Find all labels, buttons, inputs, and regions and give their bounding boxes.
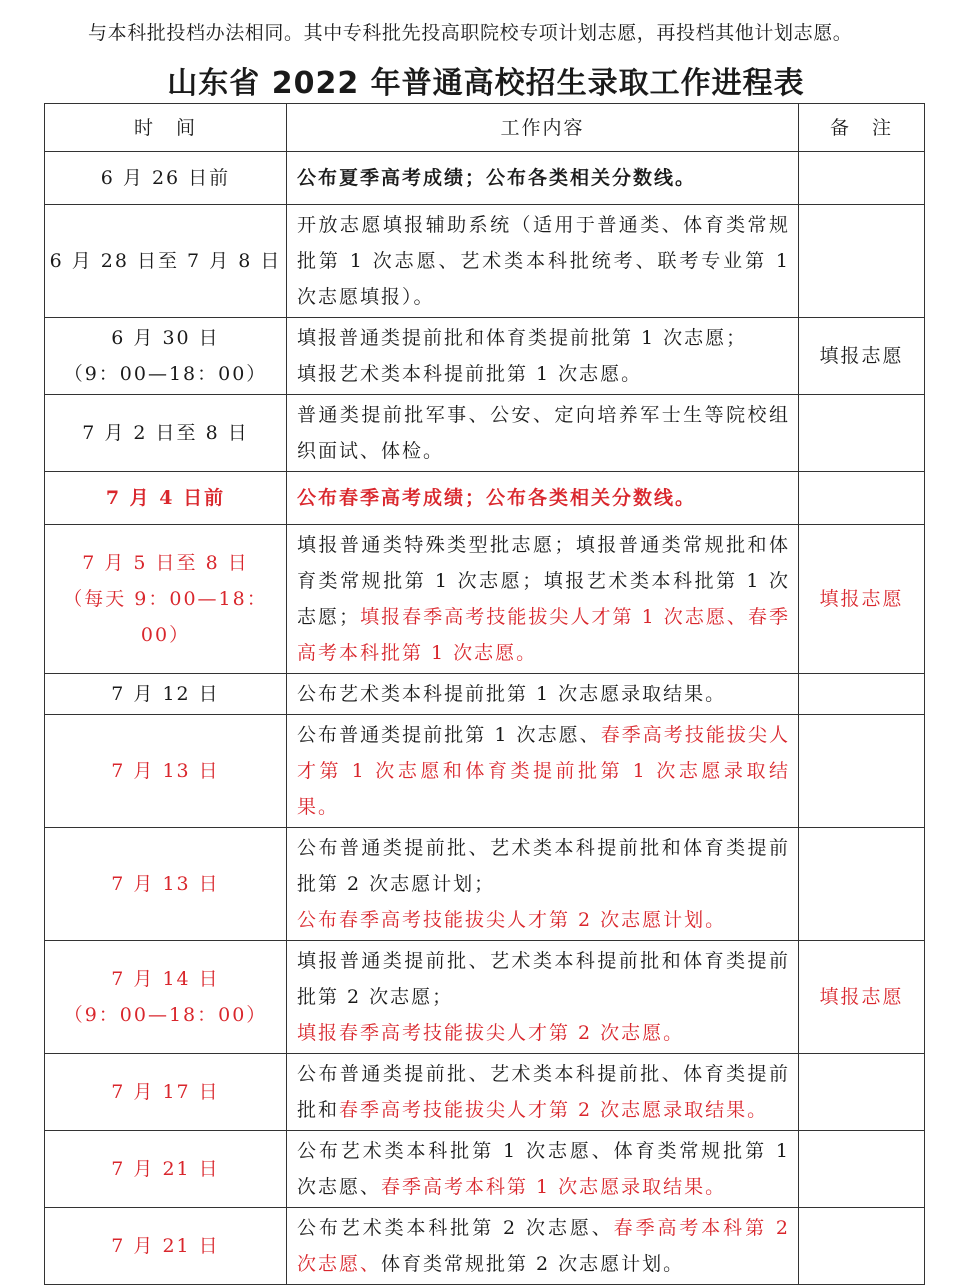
table-row: [45, 1054, 925, 1131]
row-time: 7 月 17 日: [45, 1054, 287, 1131]
row-work: 公布艺术类本科提前批第 1 次志愿录取结果。: [287, 674, 799, 715]
row-time: 7 月 5 日至 8 日 （每天 9：00—18：00）: [45, 525, 287, 674]
row-note: [799, 674, 925, 715]
row-time: 7 月 13 日: [45, 828, 287, 941]
row-time: 7 月 4 日前: [45, 472, 287, 525]
note-label: 填报志愿: [819, 588, 904, 610]
header-time: 时 间: [45, 104, 287, 152]
header-note: 备 注: [799, 104, 925, 152]
row-work: 公布普通类提前批、艺术类本科提前批和体育类提前批第 2 次志愿计划； 公布春季高考技能拔尖人才第 2 次志愿计划。: [287, 828, 799, 941]
row-work: 开放志愿填报辅助系统（适用于普通类、体育类常规批第 1 次志愿、艺术类本科批统考、联考专业第 1 次志愿填报）。: [287, 205, 799, 318]
row-work: 公布春季高考成绩；公布各类相关分数线。: [287, 472, 799, 525]
row-work: 公布艺术类本科批第 1 次志愿、体育类常规批第 1 次志愿、春季高考本科第 1 次志愿录取结果。: [287, 1131, 799, 1208]
row-note: [799, 525, 925, 674]
row-note: [799, 395, 925, 472]
page-title: 山东省 2022 年普通高校招生录取工作进程表: [167, 66, 805, 101]
row-work: 填报普通类提前批和体育类提前批第 1 次志愿； 填报艺术类本科提前批第 1 次志愿。: [287, 318, 799, 395]
table-row: [45, 828, 925, 941]
row-note: [799, 152, 925, 205]
row-note: [799, 715, 925, 828]
row-time: 6 月 30 日 （9：00—18：00）: [45, 318, 287, 395]
row-time: 7 月 12 日: [45, 674, 287, 715]
row-work: 普通类提前批军事、公安、定向培养军士生等院校组织面试、体检。: [287, 395, 799, 472]
row-time: 7 月 21 日: [45, 1208, 287, 1285]
row-note: [799, 828, 925, 941]
header-row: [45, 104, 925, 152]
row-work: 公布普通类提前批第 1 次志愿、春季高考技能拔尖人才第 1 次志愿和体育类提前批第 1 次志愿录取结果。: [287, 715, 799, 828]
table-row: [45, 472, 925, 525]
table-row: [45, 205, 925, 318]
table-row: [45, 395, 925, 472]
row-note: [799, 1131, 925, 1208]
row-time: 7 月 21 日: [45, 1131, 287, 1208]
row-work: 公布普通类提前批、艺术类本科提前批、体育类提前批和春季高考技能拔尖人才第 2 次志愿录取结果。: [287, 1054, 799, 1131]
row-note: [799, 472, 925, 525]
row-time: 7 月 14 日 （9：00—18：00）: [45, 941, 287, 1054]
table-row: [45, 715, 925, 828]
row-work: 公布夏季高考成绩；公布各类相关分数线。: [287, 152, 799, 205]
note-label: 填报志愿: [819, 986, 904, 1008]
row-note: [799, 318, 925, 395]
row-time: 6 月 26 日前: [45, 152, 287, 205]
schedule-table: [44, 103, 925, 1285]
row-note: [799, 1208, 925, 1285]
row-work: 填报普通类提前批、艺术类本科提前批和体育类提前批第 2 次志愿； 填报春季高考技能拔尖人才第 2 次志愿。: [287, 941, 799, 1054]
row-work: 填报普通类特殊类型批志愿；填报普通类常规批和体育类常规批第 1 次志愿；填报艺术类本科批第 1 次志愿；填报春季高考技能拔尖人才第 1 次志愿、春季高考本科批第 1 次志愿。: [287, 525, 799, 674]
row-note: [799, 205, 925, 318]
intro-text: 与本科批投档办法相同。其中专科批先投高职院校专项计划志愿，再投档其他计划志愿。: [88, 22, 853, 44]
row-time: 6 月 28 日至 7 月 8 日: [45, 205, 287, 318]
row-time: 7 月 2 日至 8 日: [45, 395, 287, 472]
table-row: [45, 674, 925, 715]
table-row: [45, 318, 925, 395]
row-note: [799, 941, 925, 1054]
row-work: 公布艺术类本科批第 2 次志愿、春季高考本科第 2 次志愿、体育类常规批第 2 次志愿计划。: [287, 1208, 799, 1285]
table-row: [45, 941, 925, 1054]
table-row: [45, 1208, 925, 1285]
header-work: 工作内容: [287, 104, 799, 152]
table-row: [45, 1131, 925, 1208]
row-time: 7 月 13 日: [45, 715, 287, 828]
row-note: [799, 1054, 925, 1131]
note-label: 填报志愿: [819, 345, 904, 367]
table-row: [45, 525, 925, 674]
table-row: [45, 152, 925, 205]
